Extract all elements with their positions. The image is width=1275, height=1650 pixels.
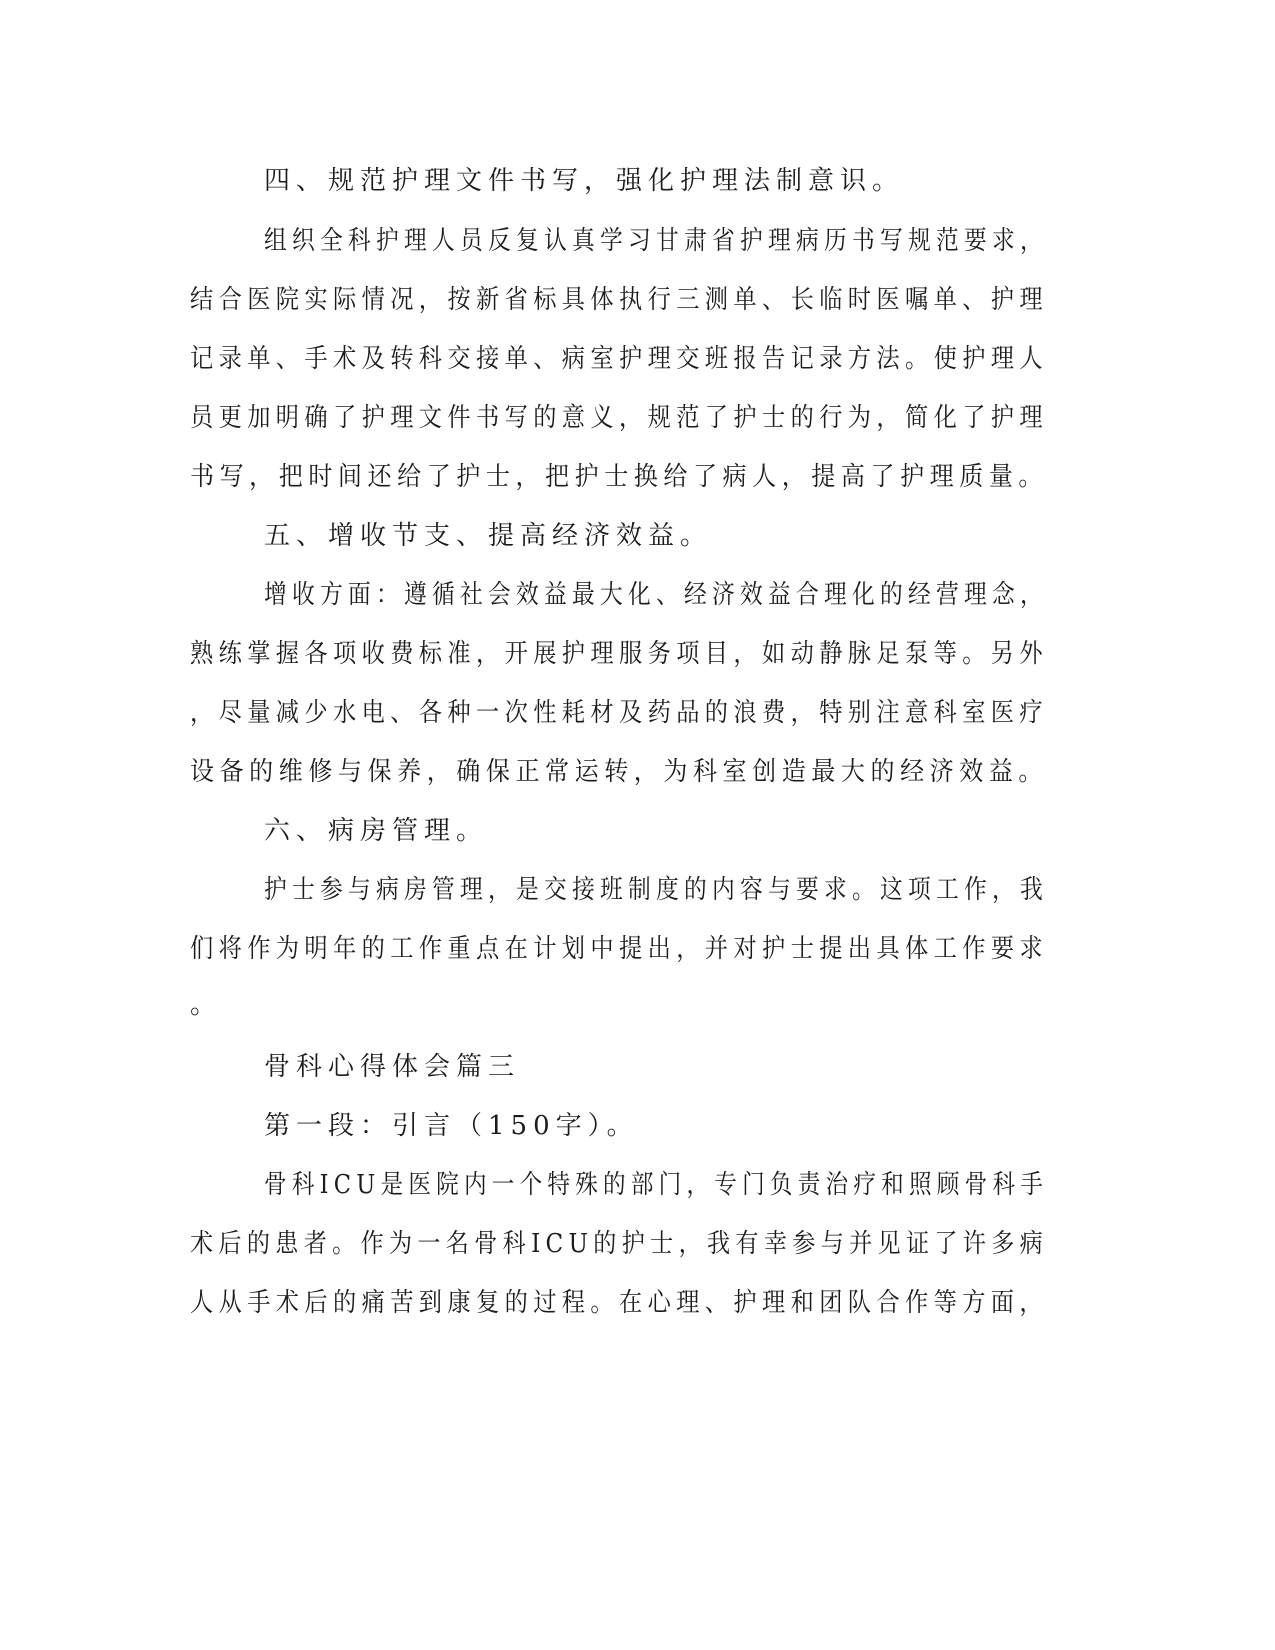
paragraph-line: 人从手术后的痛苦到康复的过程。在心理、护理和团队合作等方面， bbox=[190, 1288, 1049, 1318]
paragraph-line: 记录单、手术及转科交接单、病室护理交班报告记录方法。使护理人 bbox=[190, 344, 1049, 374]
paragraph-line: 书写，把时间还给了护士，把护士换给了病人，提高了护理质量。 bbox=[190, 462, 1049, 492]
paragraph-line: 设备的维修与保养，确保正常运转，为科室创造最大的经济效益。 bbox=[190, 757, 1049, 787]
paragraph-line: ，尽量减少水电、各种一次性耗材及药品的浪费，特别注意科室医疗 bbox=[190, 698, 1049, 728]
paragraph-line: 熟练掌握各项收费标准，开展护理服务项目，如动静脉足泵等。另外 bbox=[190, 639, 1049, 669]
section-heading-intro: 第一段：引言（150字）。 bbox=[264, 1111, 639, 1141]
paragraph-line: 骨科ICU是医院内一个特殊的部门，专门负责治疗和照顾骨科手 bbox=[264, 1170, 1049, 1200]
section-heading-4: 四、规范护理文件书写，强化护理法制意识。 bbox=[264, 166, 905, 196]
paragraph-line: 员更加明确了护理文件书写的意义，规范了护士的行为，简化了护理 bbox=[190, 403, 1049, 433]
paragraph-line: 们将作为明年的工作重点在计划中提出，并对护士提出具体工作要求 bbox=[190, 934, 1049, 964]
paragraph-line: 术后的患者。作为一名骨科ICU的护士，我有幸参与并见证了许多病 bbox=[190, 1229, 1049, 1259]
paragraph-line: 护士参与病房管理，是交接班制度的内容与要求。这项工作，我 bbox=[264, 875, 1049, 905]
paragraph-line: 组织全科护理人员反复认真学习甘肃省护理病历书写规范要求， bbox=[264, 226, 1049, 256]
article-title: 骨科心得体会篇三 bbox=[264, 1052, 521, 1082]
paragraph-line: 。 bbox=[190, 990, 223, 1020]
paragraph-line: 结合医院实际情况，按新省标具体执行三测单、长临时医嘱单、护理 bbox=[190, 285, 1049, 315]
section-heading-6: 六、病房管理。 bbox=[264, 816, 489, 846]
paragraph-line: 增收方面：遵循社会效益最大化、经济效益合理化的经营理念， bbox=[264, 580, 1049, 610]
section-heading-5: 五、增收节支、提高经济效益。 bbox=[264, 521, 713, 551]
